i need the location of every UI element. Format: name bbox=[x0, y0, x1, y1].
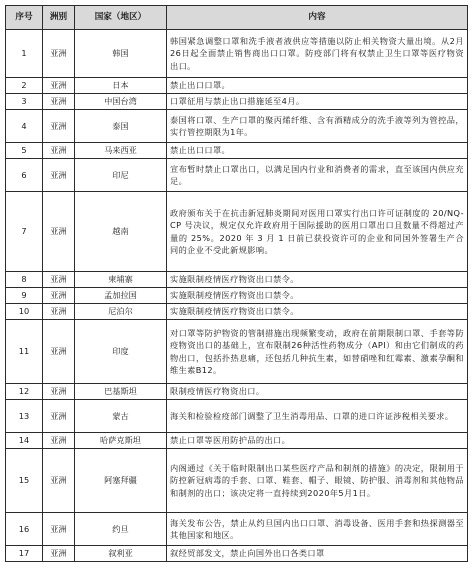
row-region: 亚洲 bbox=[43, 30, 75, 78]
table-row bbox=[6, 110, 468, 143]
row-region: 亚洲 bbox=[43, 320, 75, 384]
row-content: 海关和检验检疫部门调整了卫生消毒用品、口罩的进口许证涉税相关要求。 bbox=[167, 400, 468, 433]
row-country: 日本 bbox=[75, 78, 167, 94]
row-region: 亚洲 bbox=[43, 159, 75, 192]
row-region: 亚洲 bbox=[43, 546, 75, 562]
row-country: 韩国 bbox=[75, 30, 167, 78]
table-row bbox=[6, 546, 468, 562]
row-no: 2 bbox=[6, 78, 43, 94]
row-content: 禁止出口口罩。 bbox=[167, 143, 468, 159]
row-content: 海关发布公告，禁止从约旦国内出口口罩、消毒设备、医用手套和热探测器至其他国家和地区。 bbox=[167, 513, 468, 546]
row-no: 15 bbox=[6, 449, 43, 513]
row-content: 实施限制疫情医疗物资出口禁令。 bbox=[167, 288, 468, 304]
row-country: 哈萨克斯坦 bbox=[75, 433, 167, 449]
row-region: 亚洲 bbox=[43, 78, 75, 94]
row-country: 阿塞拜疆 bbox=[75, 449, 167, 513]
policy-table-wrapper bbox=[5, 5, 467, 562]
row-region: 亚洲 bbox=[43, 384, 75, 400]
header-country: 国家（地区） bbox=[75, 6, 167, 30]
row-no: 8 bbox=[6, 272, 43, 288]
table-row bbox=[6, 143, 468, 159]
row-country: 泰国 bbox=[75, 110, 167, 143]
row-country: 尼泊尔 bbox=[75, 304, 167, 320]
table-row bbox=[6, 78, 468, 94]
row-no: 3 bbox=[6, 94, 43, 110]
table-row bbox=[6, 449, 468, 513]
row-no: 7 bbox=[6, 192, 43, 272]
table-row bbox=[6, 400, 468, 433]
row-content: 禁止出口口罩。 bbox=[167, 78, 468, 94]
table-row bbox=[6, 320, 468, 384]
row-content: 内阁通过《关于临时限制出口某些医疗产品和制剂的措施》的决定，限制用于防控新冠病毒的手套、口罩、鞋套、帽子、眼镜、防护服、消毒剂和其他物品和制剂的出口；该决定将一直持续到2020年5月1日。 bbox=[167, 449, 468, 513]
row-country: 巴基斯坦 bbox=[75, 384, 167, 400]
row-no: 14 bbox=[6, 433, 43, 449]
row-country: 柬埔寨 bbox=[75, 272, 167, 288]
row-region: 亚洲 bbox=[43, 513, 75, 546]
row-region: 亚洲 bbox=[43, 192, 75, 272]
row-content: 泰国将口罩、生产口罩的聚丙烯纤维、含有酒精成分的洗手液等列为管控品，实行管控期限为1年。 bbox=[167, 110, 468, 143]
row-no: 4 bbox=[6, 110, 43, 143]
table-row bbox=[6, 94, 468, 110]
table-row bbox=[6, 272, 468, 288]
row-content: 叙经贸部发文，禁止向国外出口各类口罩 bbox=[167, 546, 468, 562]
row-country: 印度 bbox=[75, 320, 167, 384]
row-country: 孟加拉国 bbox=[75, 288, 167, 304]
header-region: 洲别 bbox=[43, 6, 75, 30]
row-no: 5 bbox=[6, 143, 43, 159]
header-content: 内容 bbox=[167, 6, 468, 30]
row-content: 政府颁布关于在抗击新冠肺炎期间对医用口罩实行出口许可证制度的 20/NQ-CP 号决议，规定仅允许政府用于国际援助的医用口罩出口且数量不得超过产量的 25%。2020 年 3 月 1 日前已获投资许可的企业和同国外签署生产合同的企业不受此新规影响。 bbox=[167, 192, 468, 272]
table-row bbox=[6, 433, 468, 449]
row-content: 对口罩等防护物资的管制措施出现频繁变动，政府在前期限制口罩、手套等防疫物资出口的基础上，宣布限制26种活性药物成分（API）和由它们制成的药物出口，包括扑热息痛，还包括几种抗生素，如替硝唑和红霉素、激素孕酮和维生素B12。 bbox=[167, 320, 468, 384]
row-no: 11 bbox=[6, 320, 43, 384]
row-content: 口罩征用与禁止出口措施延至4月。 bbox=[167, 94, 468, 110]
row-country: 越南 bbox=[75, 192, 167, 272]
row-region: 亚洲 bbox=[43, 304, 75, 320]
row-region: 亚洲 bbox=[43, 288, 75, 304]
row-country: 蒙古 bbox=[75, 400, 167, 433]
table-row bbox=[6, 304, 468, 320]
row-content: 实施限制疫情医疗物资出口禁令。 bbox=[167, 304, 468, 320]
row-country: 印尼 bbox=[75, 159, 167, 192]
table-row bbox=[6, 159, 468, 192]
table-row bbox=[6, 288, 468, 304]
row-no: 16 bbox=[6, 513, 43, 546]
export-restriction-table bbox=[5, 5, 468, 562]
row-no: 13 bbox=[6, 400, 43, 433]
header-no: 序号 bbox=[6, 6, 43, 30]
row-region: 亚洲 bbox=[43, 94, 75, 110]
row-content: 限制疫情医疗物资出口。 bbox=[167, 384, 468, 400]
table-row bbox=[6, 513, 468, 546]
row-content: 韩国紧急调整口罩和洗手液者液供应等措施以防止相关物资大量出境。从2月26日起全面禁止销售商出口口罩。防疫部门将有权禁止卫生口罩等医疗物资出口。 bbox=[167, 30, 468, 78]
row-no: 10 bbox=[6, 304, 43, 320]
row-region: 亚洲 bbox=[43, 400, 75, 433]
row-no: 9 bbox=[6, 288, 43, 304]
row-content: 实施限制疫情医疗物资出口禁令。 bbox=[167, 272, 468, 288]
row-region: 亚洲 bbox=[43, 110, 75, 143]
table-row bbox=[6, 384, 468, 400]
row-no: 17 bbox=[6, 546, 43, 562]
table-header-row bbox=[6, 6, 468, 30]
row-no: 1 bbox=[6, 30, 43, 78]
row-region: 亚洲 bbox=[43, 272, 75, 288]
table-row bbox=[6, 30, 468, 78]
row-country: 叙利亚 bbox=[75, 546, 167, 562]
row-content: 禁止口罩等医用防护品的出口。 bbox=[167, 433, 468, 449]
row-region: 亚洲 bbox=[43, 433, 75, 449]
row-region: 亚洲 bbox=[43, 449, 75, 513]
row-no: 6 bbox=[6, 159, 43, 192]
row-country: 中国台湾 bbox=[75, 94, 167, 110]
row-country: 约旦 bbox=[75, 513, 167, 546]
row-content: 宣布暂时禁止口罩出口，以满足国内行业和消费者的需求，直至该国内供应充足。 bbox=[167, 159, 468, 192]
table-row bbox=[6, 192, 468, 272]
row-no: 12 bbox=[6, 384, 43, 400]
row-region: 亚洲 bbox=[43, 143, 75, 159]
row-country: 马来西亚 bbox=[75, 143, 167, 159]
